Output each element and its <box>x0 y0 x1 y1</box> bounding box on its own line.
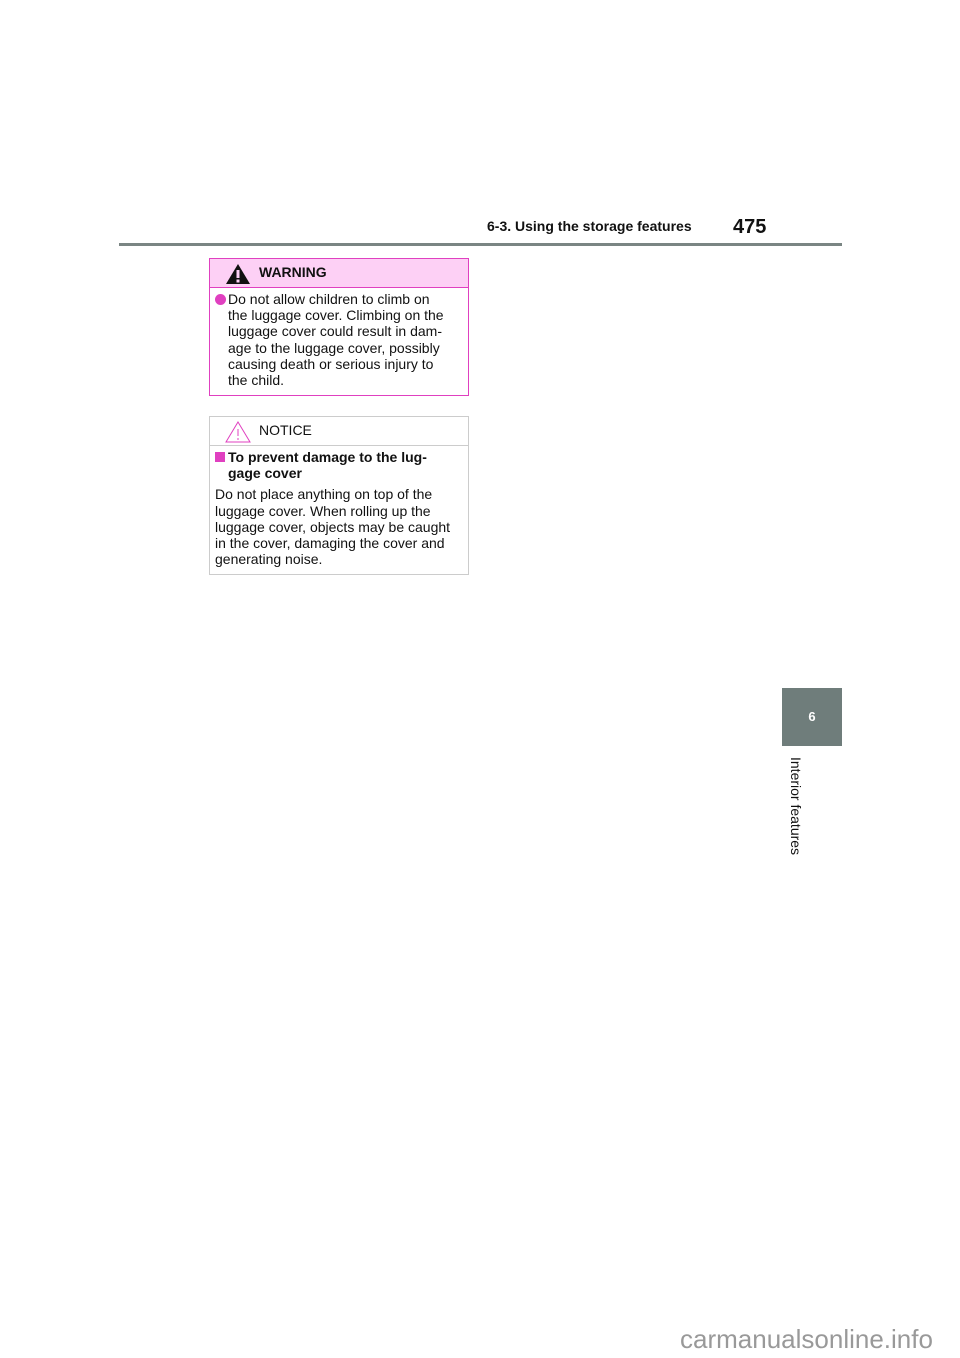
notice-text: luggage cover. When rolling up the <box>215 502 431 519</box>
page-number: 475 <box>733 216 767 238</box>
warning-text: the child. <box>228 372 285 389</box>
warning-text: the luggage cover. Climbing on the <box>228 307 444 324</box>
warning-title: WARNING <box>259 264 327 280</box>
bullet-square-icon <box>215 452 225 462</box>
watermark: carmanualsonline.info <box>680 1324 933 1354</box>
warning-triangle-icon <box>225 263 251 285</box>
warning-text: luggage cover could result in dam- <box>228 323 443 340</box>
warning-text: Do not allow children to climb on <box>228 291 430 307</box>
notice-text: in the cover, damaging the cover and <box>215 535 445 552</box>
notice-text: generating noise. <box>215 551 323 568</box>
notice-heading: To prevent damage to the lug- <box>228 449 427 465</box>
chapter-label: Interior features <box>788 757 804 856</box>
notice-text: Do not place anything on top of the <box>215 486 433 503</box>
notice-triangle-icon <box>225 421 251 443</box>
notice-title: NOTICE <box>259 422 312 438</box>
notice-heading: gage cover <box>228 465 302 482</box>
notice-header <box>210 417 468 446</box>
warning-text: causing death or serious injury to <box>228 355 434 372</box>
warning-box <box>209 258 469 396</box>
chapter-tab: 6 <box>782 688 842 746</box>
notice-text: luggage cover, objects may be caught <box>215 518 451 535</box>
section-title: 6-3. Using the storage features <box>487 218 692 234</box>
warning-text: age to the luggage cover, possibly <box>228 339 440 356</box>
warning-header <box>210 259 468 288</box>
bullet-circle-icon <box>215 294 226 305</box>
notice-box <box>209 416 469 575</box>
header-divider <box>119 243 842 246</box>
